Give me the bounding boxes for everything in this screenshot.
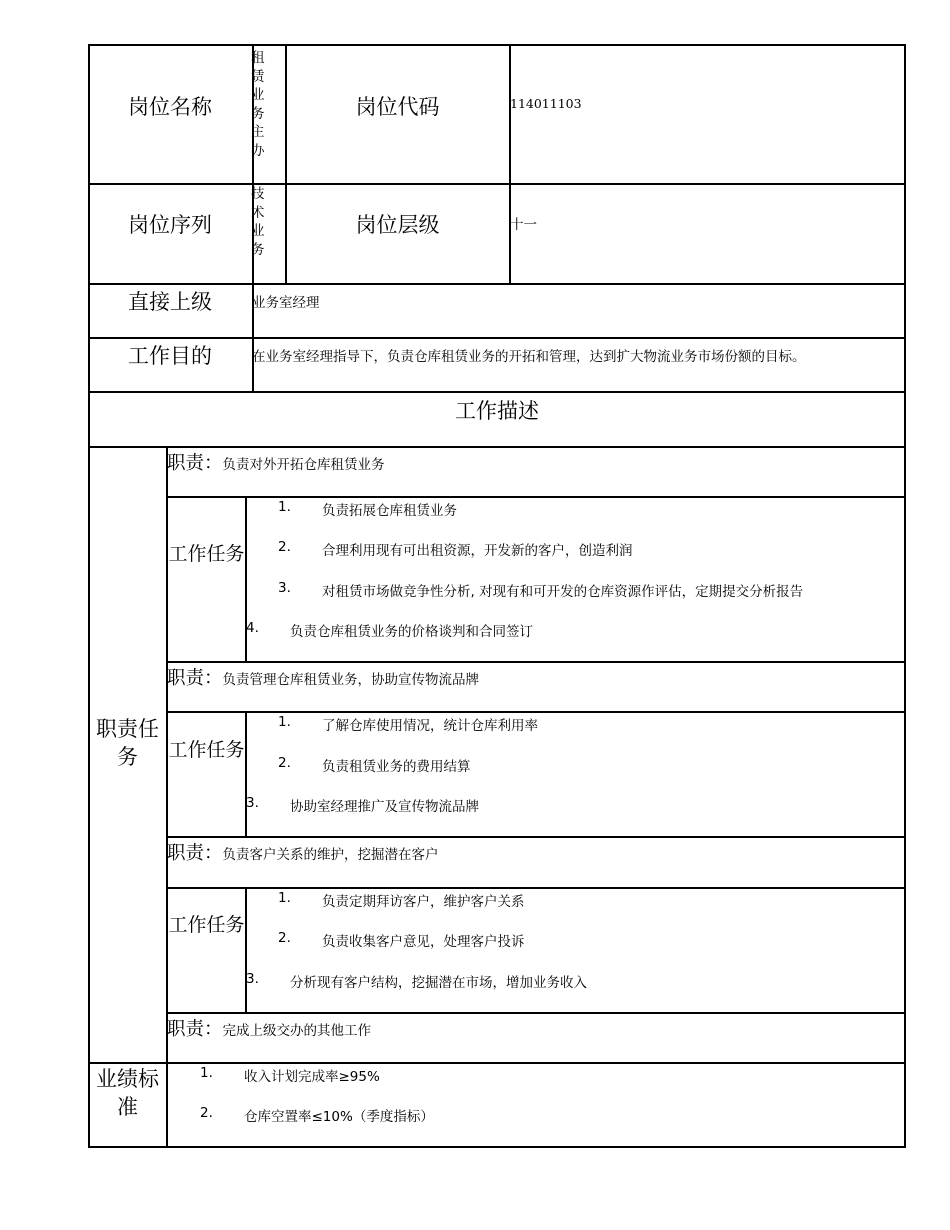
task-label: 工作任务: [168, 914, 245, 936]
row-divider: [167, 496, 906, 498]
col-divider: [245, 887, 247, 1013]
purpose-label: 工作目的: [128, 344, 212, 368]
description-title: 工作描述: [455, 399, 539, 423]
task-text: 负责拓展仓库租赁业务: [322, 503, 457, 519]
performance-number: 1.: [200, 1065, 213, 1081]
row-divider: [88, 183, 906, 185]
performance-label: 业绩标准: [96, 1067, 159, 1119]
row-divider: [167, 1012, 906, 1014]
job-description-table: [88, 44, 906, 1148]
task-number: 2.: [278, 755, 291, 771]
task-text: 负责租赁业务的费用结算: [322, 759, 471, 775]
position-name-value: 租赁业务主办: [251, 50, 265, 159]
task-text: 负责收集客户意见，处理客户投诉: [322, 934, 525, 950]
col-divider: [285, 44, 287, 284]
task-number: 4.: [246, 620, 259, 636]
duty-prefix: 职责：: [167, 1019, 223, 1040]
task-text: 合理利用现有可出租资源，开发新的客户，创造利润: [322, 543, 633, 559]
position-level-value: 十一: [510, 217, 537, 233]
duty-text: 负责管理仓库租赁业务，协助宣传物流品牌: [222, 672, 480, 688]
duty-row: [167, 664, 479, 690]
row-divider: [88, 337, 906, 339]
performance-number: 2.: [200, 1105, 213, 1121]
task-text: 对租赁市场做竞争性分析, 对现有和可开发的仓库资源作评估，定期提交分析报告: [322, 584, 804, 600]
row-divider: [88, 1062, 906, 1064]
task-number: 1.: [278, 499, 291, 515]
task-text: 了解仓库使用情况，统计仓库利用率: [322, 718, 538, 734]
duty-prefix: 职责：: [167, 453, 223, 474]
duty-text: 完成上级交办的其他工作: [222, 1023, 372, 1039]
duty-prefix: 职责：: [167, 668, 223, 689]
duties-label: 职责任务: [96, 717, 159, 769]
duty-prefix: 职责：: [167, 843, 223, 864]
row-divider: [88, 446, 906, 448]
table-border-right: [904, 44, 906, 1148]
position-name-label: 岗位名称: [128, 95, 212, 119]
task-number: 3.: [278, 580, 291, 596]
position-code-label: 岗位代码: [355, 95, 440, 119]
performance-text: 仓库空置率≤10%（季度指标）: [244, 1109, 434, 1125]
supervisor-value: 业务室经理: [252, 295, 320, 311]
position-level-label: 岗位层级: [355, 213, 440, 237]
duty-row: [167, 839, 439, 865]
duty-text: 负责客户关系的维护，挖掘潜在客户: [222, 847, 439, 863]
supervisor-label: 直接上级: [128, 290, 212, 314]
task-text: 分析现有客户结构，挖掘潜在市场，增加业务收入: [290, 975, 587, 991]
duty-text: 负责对外开拓仓库租赁业务: [222, 457, 385, 473]
duty-row: [167, 449, 385, 475]
position-sequence-value: 技术业务: [251, 186, 265, 258]
task-number: 1.: [278, 714, 291, 730]
position-code-value: 114011103: [510, 96, 582, 111]
row-divider: [167, 661, 906, 663]
col-divider: [509, 44, 511, 284]
task-number: 1.: [278, 890, 291, 906]
col-divider: [245, 711, 247, 837]
row-divider: [88, 283, 906, 285]
row-divider: [88, 391, 906, 393]
table-border-top: [88, 44, 906, 46]
table-border-bottom: [88, 1146, 906, 1148]
task-number: 3.: [246, 971, 259, 987]
task-label: 工作任务: [168, 543, 245, 565]
col-divider: [245, 496, 247, 662]
performance-text: 收入计划完成率≥95%: [244, 1069, 380, 1085]
task-text: 负责定期拜访客户，维护客户关系: [322, 894, 525, 910]
task-number: 3.: [246, 795, 259, 811]
row-divider: [167, 836, 906, 838]
purpose-value: 在业务室经理指导下，负责仓库租赁业务的开拓和管理，达到扩大物流业务市场份额的目标。: [252, 349, 806, 365]
task-label: 工作任务: [168, 739, 245, 761]
row-divider: [167, 711, 906, 713]
task-number: 2.: [278, 930, 291, 946]
task-text: 负责仓库租赁业务的价格谈判和合同签订: [290, 624, 533, 640]
duty-row: [167, 1015, 371, 1041]
row-divider: [167, 887, 906, 889]
task-number: 2.: [278, 539, 291, 555]
position-sequence-label: 岗位序列: [128, 213, 212, 237]
task-text: 协助室经理推广及宣传物流品牌: [290, 799, 479, 815]
